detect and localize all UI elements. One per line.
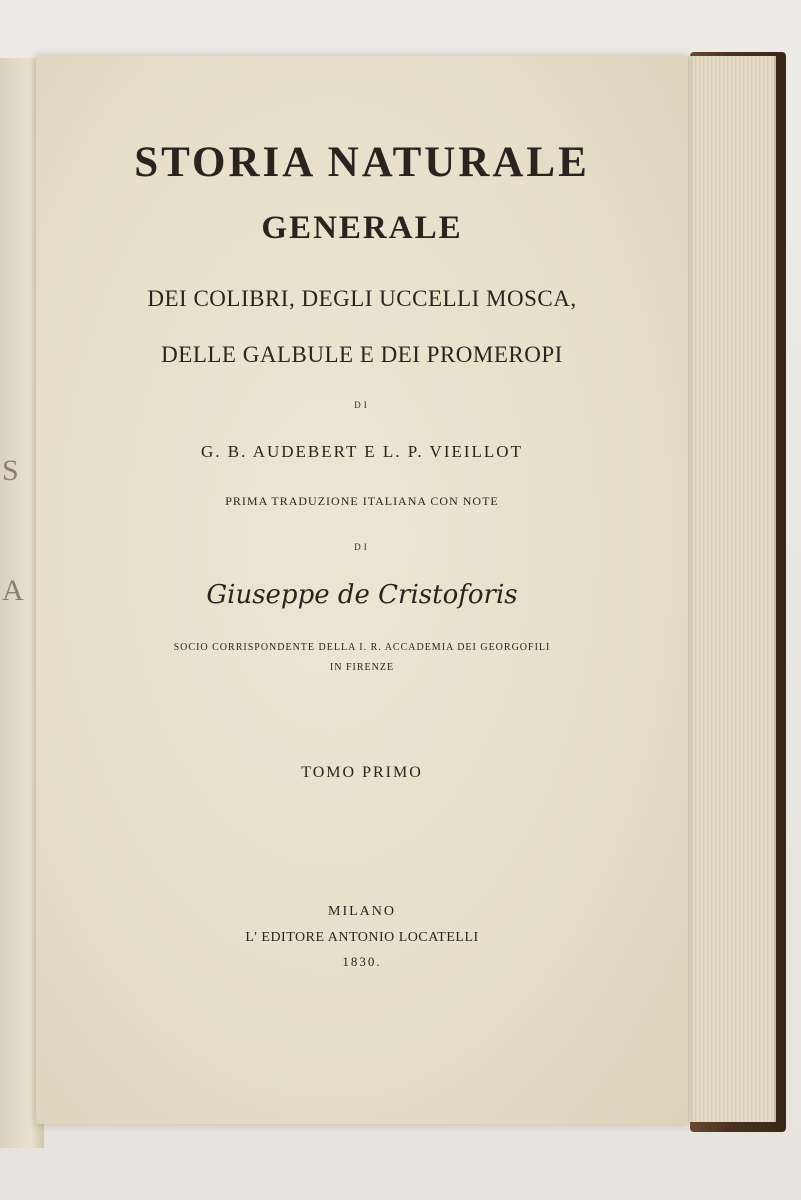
title-page: [36, 56, 688, 1124]
authors: G. B. AUDEBERT E L. P. VIEILLOT: [201, 442, 523, 461]
page-edges: [676, 56, 776, 1122]
translator-signature: Giuseppe de Cristoforis: [206, 580, 518, 610]
volume-label: TOMO PRIMO: [301, 764, 423, 781]
book-subtitle: GENERALE: [261, 210, 463, 246]
by-label: DI: [354, 400, 370, 410]
year: 1830.: [342, 954, 382, 969]
left-page-mark: S: [2, 454, 19, 487]
publisher: L' EDITORE ANTONIO LOCATELLI: [245, 930, 479, 945]
left-page-mark: A: [2, 574, 24, 607]
book-title: STORIA NATURALE: [134, 139, 590, 186]
title-line-1: DEI COLIBRI, DEGLI UCCELLI MOSCA,: [147, 286, 577, 311]
affiliation-line-2: IN FIRENZE: [329, 662, 395, 673]
city: MILANO: [328, 904, 396, 919]
affiliation-line-1: SOCIO CORRISPONDENTE DELLA I. R. ACCADEMIA DEI GEORGOFILI: [173, 642, 551, 653]
title-line-2: DELLE GALBULE E DEI PROMEROPI: [161, 342, 563, 367]
by-label-2: DI: [354, 542, 370, 552]
translation-note: PRIMA TRADUZIONE ITALIANA CON NOTE: [225, 494, 499, 508]
